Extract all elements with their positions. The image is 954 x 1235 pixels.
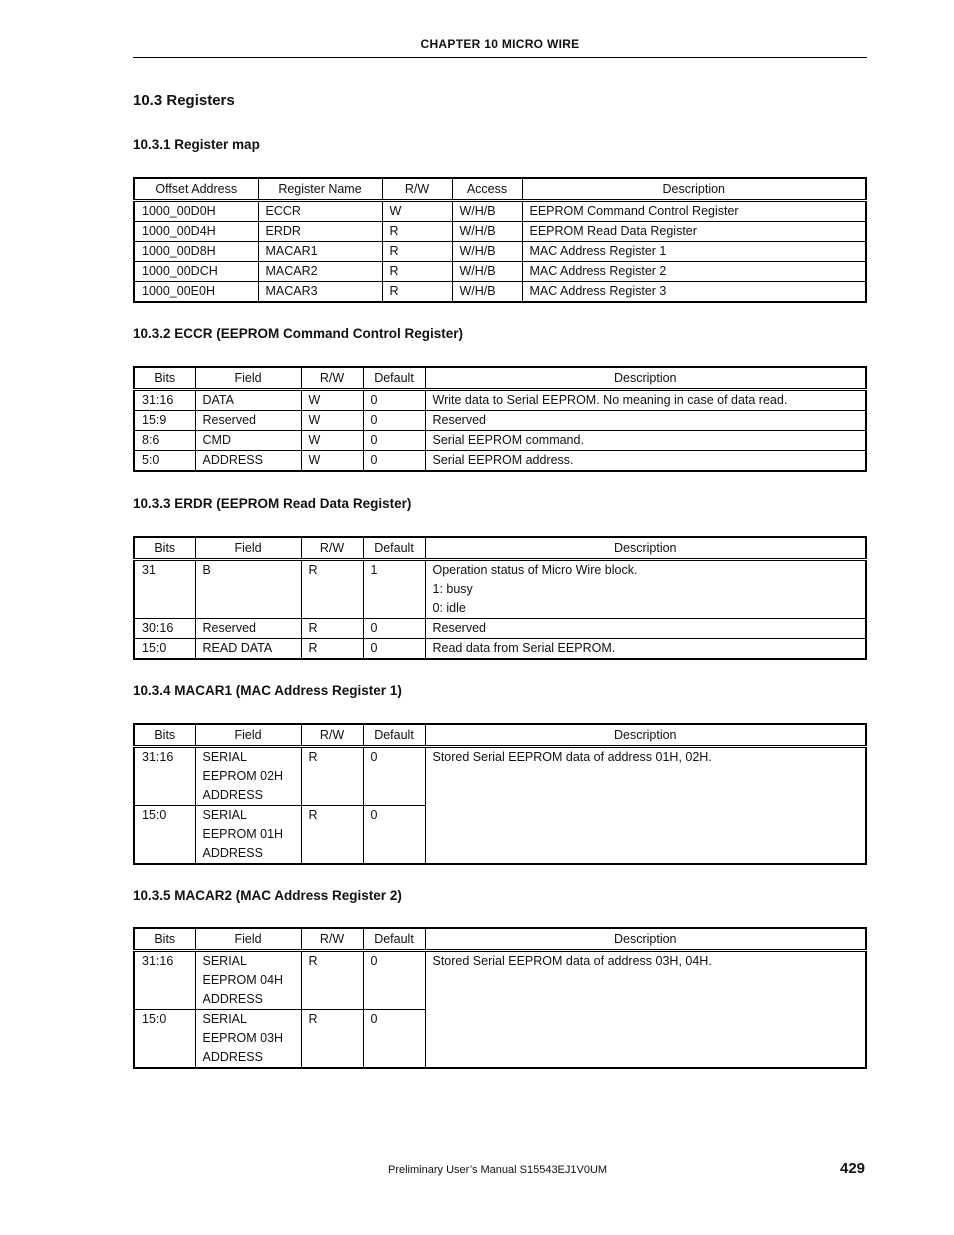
col-field: Field bbox=[195, 928, 301, 951]
bits-cell: 5:0 bbox=[134, 451, 195, 472]
header-rule bbox=[133, 57, 867, 58]
macar2-title: 10.3.5 MACAR2 (MAC Address Register 2) bbox=[133, 888, 402, 903]
description-line: Operation status of Micro Wire block. bbox=[432, 563, 638, 577]
field-line: ADDRESS bbox=[202, 1050, 263, 1064]
description-cell: MAC Address Register 1 bbox=[522, 242, 866, 262]
col-rw: R/W bbox=[301, 928, 363, 951]
access-cell: W/H/B bbox=[452, 201, 522, 222]
table-row bbox=[134, 201, 866, 222]
footer-manual-id: Preliminary User’s Manual S15543EJ1V0UM bbox=[388, 1164, 608, 1176]
table-row bbox=[134, 619, 866, 639]
macar2-table bbox=[133, 927, 867, 1069]
description-cell: Reserved bbox=[425, 411, 866, 431]
field-cell bbox=[195, 951, 301, 1010]
erdr-table bbox=[133, 536, 867, 660]
bits-cell: 31:16 bbox=[142, 393, 174, 407]
field-cell: ADDRESS bbox=[195, 451, 301, 472]
field-line: SERIAL bbox=[202, 954, 247, 968]
description-cell: Serial EEPROM command. bbox=[425, 431, 866, 451]
offset-cell: 1000_00E0H bbox=[134, 282, 258, 303]
col-bits: Bits bbox=[134, 367, 195, 390]
name-cell: MACAR3 bbox=[258, 282, 382, 303]
rw-cell: R bbox=[301, 639, 363, 660]
offset-cell: 1000_00D4H bbox=[134, 222, 258, 242]
col-rw: R/W bbox=[301, 724, 363, 747]
col-rw: R/W bbox=[382, 178, 452, 201]
default-cell: 0 bbox=[363, 431, 425, 451]
register-map-title: 10.3.1 Register map bbox=[133, 137, 260, 152]
name-cell: MACAR2 bbox=[258, 262, 382, 282]
offset-cell: 1000_00D0H bbox=[142, 204, 216, 218]
table-row bbox=[134, 431, 866, 451]
rw-cell: W bbox=[301, 451, 363, 472]
bits-cell: 15:0 bbox=[134, 1010, 195, 1069]
access-cell: W/H/B bbox=[452, 222, 522, 242]
col-access: Access bbox=[452, 178, 522, 201]
field-cell: DATA bbox=[195, 390, 301, 411]
field-line: EEPROM 03H bbox=[202, 1031, 284, 1045]
field-cell: Reserved bbox=[195, 619, 301, 639]
col-bits: Bits bbox=[134, 537, 195, 560]
description-cell: Reserved bbox=[425, 619, 866, 639]
rw-cell: R bbox=[301, 619, 363, 639]
rw-cell: R bbox=[301, 747, 363, 806]
offset-cell: 1000_00D8H bbox=[134, 242, 258, 262]
access-cell: W/H/B bbox=[452, 262, 522, 282]
field-line: EEPROM 01H bbox=[202, 827, 284, 841]
description-cell: EEPROM Read Data Register bbox=[522, 222, 866, 242]
bits-cell: 30:16 bbox=[134, 619, 195, 639]
macar1-title: 10.3.4 MACAR1 (MAC Address Register 1) bbox=[133, 683, 402, 698]
default-cell: 0 bbox=[363, 806, 425, 865]
rw-cell: W bbox=[301, 431, 363, 451]
default-cell: 0 bbox=[363, 639, 425, 660]
table-row bbox=[134, 951, 866, 1010]
bits-cell: 15:0 bbox=[134, 806, 195, 865]
field-cell: B bbox=[195, 560, 301, 619]
table-row bbox=[134, 262, 866, 282]
col-default: Default bbox=[363, 537, 425, 560]
rw-cell: W bbox=[301, 390, 363, 411]
field-line: EEPROM 04H bbox=[202, 973, 284, 987]
eccr-title: 10.3.2 ECCR (EEPROM Command Control Register) bbox=[133, 326, 464, 341]
field-cell: CMD bbox=[195, 431, 301, 451]
bits-cell: 31:16 bbox=[142, 954, 174, 968]
col-register-name: Register Name bbox=[258, 178, 382, 201]
macar1-table bbox=[133, 723, 867, 865]
table-row bbox=[134, 560, 866, 619]
rw-cell: W bbox=[382, 201, 452, 222]
col-rw: R/W bbox=[301, 367, 363, 390]
col-field: Field bbox=[195, 724, 301, 747]
table-row bbox=[134, 747, 866, 806]
eccr-table bbox=[133, 366, 867, 472]
col-description: Description bbox=[425, 537, 866, 560]
rw-cell: R bbox=[301, 1010, 363, 1069]
col-default: Default bbox=[363, 367, 425, 390]
field-line: SERIAL bbox=[202, 750, 247, 764]
default-cell: 0 bbox=[363, 1010, 425, 1069]
field-cell: Reserved bbox=[195, 411, 301, 431]
field-cell bbox=[195, 747, 301, 806]
access-cell: W/H/B bbox=[452, 282, 522, 303]
field-cell bbox=[195, 806, 301, 865]
default-cell: 0 bbox=[363, 451, 425, 472]
description-cell: Stored Serial EEPROM data of address 01H, 02H. bbox=[425, 747, 866, 865]
col-field: Field bbox=[195, 537, 301, 560]
offset-cell: 1000_00DCH bbox=[134, 262, 258, 282]
description-cell: Write data to Serial EEPROM. No meaning in case of data read. bbox=[425, 390, 866, 411]
bits-cell: 15:9 bbox=[134, 411, 195, 431]
name-cell: MACAR1 bbox=[258, 242, 382, 262]
table-row bbox=[134, 390, 866, 411]
col-rw: R/W bbox=[301, 537, 363, 560]
erdr-title: 10.3.3 ERDR (EEPROM Read Data Register) bbox=[133, 496, 412, 511]
bits-cell: 31 bbox=[142, 563, 156, 577]
default-cell: 0 bbox=[363, 951, 425, 1010]
description-cell: MAC Address Register 2 bbox=[522, 262, 866, 282]
table-row bbox=[134, 242, 866, 262]
default-cell: 0 bbox=[363, 390, 425, 411]
col-description: Description bbox=[425, 928, 866, 951]
rw-cell: W bbox=[301, 411, 363, 431]
chapter-header: CHAPTER 10 MICRO WIRE bbox=[420, 37, 580, 51]
field-line: ADDRESS bbox=[202, 846, 263, 860]
col-offset: Offset Address bbox=[134, 178, 258, 201]
name-cell: ECCR bbox=[258, 201, 382, 222]
col-bits: Bits bbox=[134, 928, 195, 951]
col-bits: Bits bbox=[134, 724, 195, 747]
description-cell: EEPROM Command Control Register bbox=[522, 201, 866, 222]
name-cell: ERDR bbox=[258, 222, 382, 242]
rw-cell: R bbox=[382, 262, 452, 282]
default-cell: 0 bbox=[363, 411, 425, 431]
table-row bbox=[134, 222, 866, 242]
rw-cell: R bbox=[301, 806, 363, 865]
field-cell: READ DATA bbox=[195, 639, 301, 660]
table-row bbox=[134, 282, 866, 303]
default-cell: 0 bbox=[363, 747, 425, 806]
field-line: ADDRESS bbox=[202, 992, 263, 1006]
register-map-table bbox=[133, 177, 867, 303]
field-line: ADDRESS bbox=[202, 788, 263, 802]
col-default: Default bbox=[363, 928, 425, 951]
description-cell bbox=[425, 560, 866, 619]
description-cell: Serial EEPROM address. bbox=[425, 451, 866, 472]
rw-cell: R bbox=[382, 222, 452, 242]
bits-cell: 8:6 bbox=[134, 431, 195, 451]
bits-cell: 15:0 bbox=[134, 639, 195, 660]
table-row bbox=[134, 639, 866, 660]
rw-cell: R bbox=[382, 242, 452, 262]
description-line: 0: idle bbox=[432, 601, 466, 615]
rw-cell: R bbox=[301, 951, 363, 1010]
table-row bbox=[134, 451, 866, 472]
page-number: 429 bbox=[840, 1160, 866, 1177]
col-field: Field bbox=[195, 367, 301, 390]
field-cell bbox=[195, 1010, 301, 1069]
description-line: 1: busy bbox=[432, 582, 473, 596]
table-row bbox=[134, 411, 866, 431]
description-cell: Read data from Serial EEPROM. bbox=[425, 639, 866, 660]
col-description: Description bbox=[425, 367, 866, 390]
description-cell: MAC Address Register 3 bbox=[522, 282, 866, 303]
description-cell: Stored Serial EEPROM data of address 03H, 04H. bbox=[425, 951, 866, 1069]
section-title: 10.3 Registers bbox=[133, 92, 235, 109]
field-line: SERIAL bbox=[202, 808, 247, 822]
col-description: Description bbox=[425, 724, 866, 747]
field-line: EEPROM 02H bbox=[202, 769, 284, 783]
default-cell: 0 bbox=[363, 619, 425, 639]
rw-cell: R bbox=[382, 282, 452, 303]
rw-cell: R bbox=[301, 560, 363, 619]
field-line: SERIAL bbox=[202, 1012, 247, 1026]
bits-cell: 31:16 bbox=[142, 750, 174, 764]
access-cell: W/H/B bbox=[452, 242, 522, 262]
default-cell: 1 bbox=[363, 560, 425, 619]
col-description: Description bbox=[522, 178, 866, 201]
col-default: Default bbox=[363, 724, 425, 747]
